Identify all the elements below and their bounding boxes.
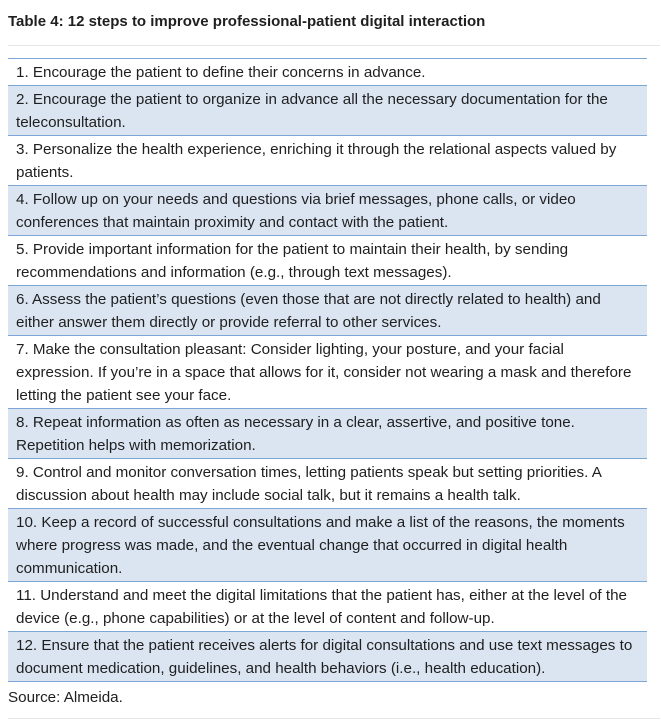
table-row: 7. Make the consultation pleasant: Consider lighting, your posture, and your facial expression. If you’re in a space that allows for it, consider not wearing a mask and therefore letting the patient see your face. xyxy=(8,336,647,409)
table-row: 5. Provide important information for the patient to maintain their health, by sending recommendations and information (e.g., through text messages). xyxy=(8,236,647,286)
table-row: 12. Ensure that the patient receives alerts for digital consultations and use text messages to document medication, guidelines, and health behaviors (i.e., health education). xyxy=(8,632,647,682)
table-row: 11. Understand and meet the digital limitations that the patient has, either at the level of the device (e.g., phone capabilities) or at the level of content and follow-up. xyxy=(8,582,647,632)
table-row: 10. Keep a record of successful consultations and make a list of the reasons, the moments where progress was made, and the eventual change that occurred in digital health communication. xyxy=(8,509,647,582)
table-title: Table 4: 12 steps to improve professional-patient digital interaction xyxy=(8,13,486,30)
table-row: 2. Encourage the patient to organize in advance all the necessary documentation for the teleconsultation. xyxy=(8,86,647,136)
title-divider xyxy=(8,45,660,46)
source-note: Source: Almeida. xyxy=(8,689,123,706)
steps-table xyxy=(8,58,647,682)
table-row: 6. Assess the patient’s questions (even those that are not directly related to health) and either answer them directly or provide referral to other services. xyxy=(8,286,647,336)
table-row: 4. Follow up on your needs and questions via brief messages, phone calls, or video conferences that maintain proximity and contact with the patient. xyxy=(8,186,647,236)
table-row: 8. Repeat information as often as necessary in a clear, assertive, and positive tone. Repetition helps with memorization. xyxy=(8,409,647,459)
bottom-divider xyxy=(8,718,660,719)
table-row: 3. Personalize the health experience, enriching it through the relational aspects valued by patients. xyxy=(8,136,647,186)
table-row: 9. Control and monitor conversation times, letting patients speak but setting priorities. A discussion about health may include social talk, but it remains a health talk. xyxy=(8,459,647,509)
table-row: 1. Encourage the patient to define their concerns in advance. xyxy=(8,58,647,86)
